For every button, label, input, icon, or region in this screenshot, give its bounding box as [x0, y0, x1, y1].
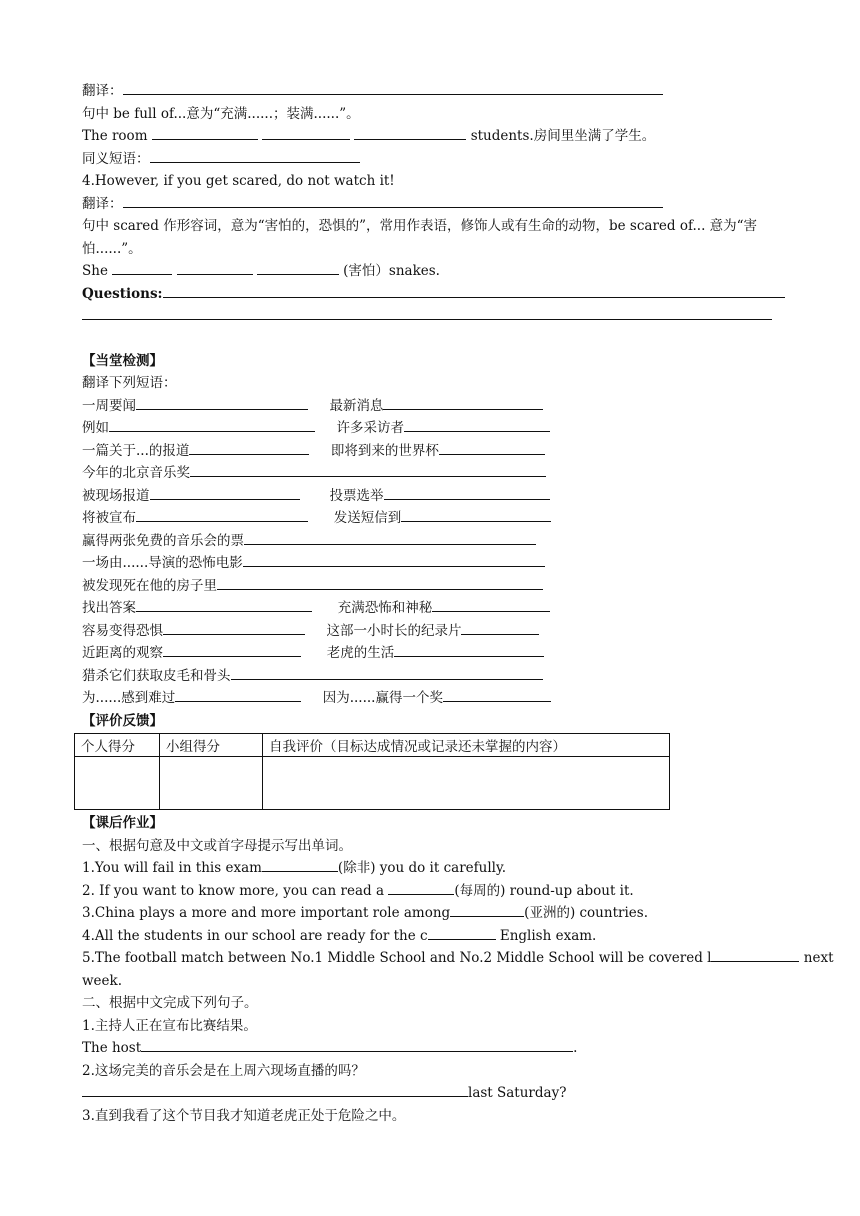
answer-blank[interactable]: [82, 305, 772, 320]
question-text: 2. If you want to know more, you can read a: [82, 882, 385, 899]
homework-q5-cont: [82, 970, 782, 993]
answer-blank[interactable]: [175, 687, 301, 702]
sentence-start: The room: [82, 128, 148, 144]
sentence-end: students.房间里坐满了学生。: [470, 128, 656, 144]
answer-blank[interactable]: [262, 125, 350, 140]
phrase: 一篇关于...的报道: [82, 442, 190, 459]
answer-blank[interactable]: [217, 575, 543, 590]
questions-label: Questions:: [82, 285, 163, 302]
homework-q4: [82, 925, 782, 948]
exercise-line: [82, 125, 782, 148]
answer-blank[interactable]: [190, 462, 546, 477]
translation-label: 翻译：: [82, 83, 123, 99]
prompt-text: 1.主持人正在宣布比赛结果。: [82, 1017, 257, 1034]
answer-blank[interactable]: [177, 260, 253, 275]
translation-label: 翻译：: [82, 195, 123, 212]
translation-line: [82, 80, 782, 103]
phrase: 这部一小时长的纪录片: [326, 622, 462, 639]
table-header: 个人得分: [75, 734, 160, 757]
question-text: 3.China plays a more and more important role among: [82, 905, 451, 921]
phrase-row: [82, 440, 782, 463]
note-text: 句中 be full of...意为“充满......；装满......”。: [82, 105, 360, 122]
question-text: 5.The football match between No.1 Middle School and No.2 Middle School will be covered l: [82, 950, 712, 966]
translation-line: [82, 193, 782, 216]
sentence-prompt: [82, 1015, 782, 1038]
question-text: 1.You will fail in this exam: [82, 860, 262, 876]
homework-q5: [82, 947, 834, 970]
phrase: 因为......赢得一个奖: [322, 690, 443, 706]
answer-blank[interactable]: [136, 597, 312, 612]
phrase: 近距离的观察: [82, 645, 163, 661]
phrase: 许多采访者: [336, 420, 404, 436]
answer-blank[interactable]: [257, 260, 339, 275]
answer-blank[interactable]: [152, 125, 258, 140]
phrase-row: [82, 620, 782, 643]
question-text: 4.All the students in our school are ready for the c: [82, 927, 428, 944]
phrase: 投票选举: [329, 487, 384, 504]
answer-blank[interactable]: [136, 507, 308, 522]
phrase: 最新消息: [329, 397, 384, 414]
phrase: 例如: [82, 420, 109, 436]
section-title: [82, 710, 782, 733]
table-cell[interactable]: [160, 757, 263, 810]
answer-blank[interactable]: [136, 395, 308, 410]
table-row: [75, 757, 670, 810]
sentence-text: 4.However, if you get scared, do not watch it!: [82, 173, 395, 189]
answer-blank[interactable]: [432, 597, 550, 612]
answer-blank[interactable]: [461, 620, 539, 635]
question-text: next: [803, 950, 834, 966]
part-heading-text: 二、根据中文完成下列句子。: [82, 995, 258, 1011]
answer-blank[interactable]: [112, 260, 172, 275]
phrase-row: [82, 575, 782, 598]
phrase: 充满恐怖和神秘: [337, 600, 433, 616]
instruction: [82, 372, 782, 395]
answer-blank[interactable]: [150, 148, 360, 163]
section-title-text: 【评价反馈】: [82, 712, 163, 729]
phrase-row: [82, 552, 782, 575]
evaluation-table: [74, 733, 670, 810]
phrase: 一周要闻: [82, 397, 136, 414]
section-title: [82, 350, 782, 373]
grammar-note: [82, 103, 782, 126]
phrase: 找出答案: [82, 600, 136, 616]
answer-blank[interactable]: [141, 1037, 573, 1052]
answer-blank[interactable]: [244, 530, 536, 545]
phrase: 被发现死在他的房子里: [82, 577, 217, 594]
note-text: 句中 scared 作形容词，意为“害怕的，恐惧的”，常用作表语，修饰人或有生命的动物，be scared of... 意为“害怕......”。: [82, 218, 758, 257]
sentence-end: last Saturday?: [468, 1085, 567, 1101]
answer-blank[interactable]: [428, 925, 496, 940]
table-cell[interactable]: [75, 757, 160, 810]
sentence-end: (害怕）snakes.: [343, 263, 440, 279]
sentence-answer: [82, 1082, 782, 1105]
table-cell[interactable]: [263, 757, 670, 810]
section-title: [82, 812, 782, 835]
answer-blank[interactable]: [384, 485, 550, 500]
prompt-text: 2.这场完美的音乐会是在上周六现场直播的吗？: [82, 1062, 365, 1079]
answer-blank[interactable]: [401, 507, 551, 522]
table-header: 小组得分: [160, 734, 263, 757]
answer-blank[interactable]: [383, 395, 543, 410]
answer-blank[interactable]: [163, 283, 785, 298]
sentence-4: [82, 170, 782, 193]
phrase: 今年的北京音乐奖: [82, 465, 190, 481]
answer-blank[interactable]: [163, 620, 305, 635]
answer-blank[interactable]: [231, 665, 543, 680]
answer-blank[interactable]: [711, 947, 799, 962]
answer-blank[interactable]: [450, 902, 524, 917]
homework-q2: [82, 880, 782, 903]
answer-blank[interactable]: [443, 687, 551, 702]
question-text: (除非) you do it carefully.: [337, 860, 507, 876]
table-header-row: [75, 734, 670, 757]
question-text: week.: [82, 972, 123, 989]
answer-blank[interactable]: [262, 857, 338, 872]
phrase: 一场由......导演的恐怖电影: [82, 555, 243, 571]
phrase-row: [82, 507, 782, 530]
answer-blank[interactable]: [123, 80, 663, 95]
phrase: 将被宣布: [82, 510, 136, 526]
exercise-line: [82, 260, 782, 283]
phrase-row: [82, 462, 782, 485]
answer-blank[interactable]: [189, 440, 309, 455]
part-heading: [82, 992, 782, 1015]
answer-blank[interactable]: [404, 417, 550, 432]
part-heading: [82, 835, 782, 858]
worksheet-page: [81, 80, 834, 1127]
phrase-row: [82, 642, 782, 665]
sentence-answer: [82, 1037, 782, 1060]
part-heading-text: 一、根据句意及中文或首字母提示写出单词。: [82, 837, 352, 854]
answer-blank[interactable]: [439, 440, 545, 455]
sentence-prompt: [82, 1105, 782, 1128]
answer-blank[interactable]: [123, 193, 663, 208]
phrase-row: [82, 395, 782, 418]
phrase: 即将到来的世界杯: [330, 442, 439, 459]
phrase-row: [82, 665, 782, 688]
prompt-text: 3.直到我看了这个节目我才知道老虎正处于危险之中。: [82, 1107, 406, 1124]
answer-blank[interactable]: [243, 552, 545, 567]
grammar-note: [82, 215, 782, 260]
answer-blank[interactable]: [354, 125, 466, 140]
questions-line-2: [82, 305, 782, 328]
questions-line: [82, 283, 782, 306]
section-title-text: 【课后作业】: [82, 815, 163, 831]
answer-blank[interactable]: [82, 1082, 468, 1097]
phrase: 被现场报道: [82, 487, 150, 504]
homework-q1: [82, 857, 782, 880]
synonym-line: [82, 148, 782, 171]
homework-q3: [82, 902, 782, 925]
synonym-label: 同义短语：: [82, 150, 150, 167]
question-text: English exam.: [499, 927, 597, 944]
phrase-row: [82, 530, 782, 553]
phrase-row: [82, 597, 782, 620]
phrase-list: [82, 395, 782, 710]
phrase: 猎杀它们获取皮毛和骨头: [82, 667, 231, 684]
sentence-start: The host: [82, 1040, 142, 1056]
table-header: 自我评价（目标达成情况或记录还未掌握的内容）: [263, 734, 670, 757]
phrase-row: [82, 687, 782, 710]
answer-blank[interactable]: [388, 880, 454, 895]
phrase: 容易变得恐惧: [82, 622, 163, 639]
phrase-row: [82, 485, 782, 508]
answer-blank[interactable]: [150, 485, 300, 500]
section-title-text: 【当堂检测】: [82, 352, 163, 369]
sentence-prompt: [82, 1060, 782, 1083]
phrase: 赢得两张免费的音乐会的票: [82, 532, 244, 549]
answer-blank[interactable]: [394, 642, 544, 657]
question-text: (亚洲的) countries.: [524, 905, 648, 921]
sentence-start: She: [82, 263, 108, 279]
phrase: 老虎的生活: [326, 645, 395, 661]
phrase: 发送短信到: [333, 510, 402, 526]
answer-blank[interactable]: [163, 642, 301, 657]
question-text: (每周的) round-up about it.: [454, 882, 634, 899]
phrase-row: [82, 417, 782, 440]
sentence-end: .: [573, 1040, 578, 1056]
phrase: 为......感到难过: [82, 690, 176, 706]
instruction-text: 翻译下列短语：: [82, 375, 177, 391]
answer-blank[interactable]: [109, 417, 315, 432]
